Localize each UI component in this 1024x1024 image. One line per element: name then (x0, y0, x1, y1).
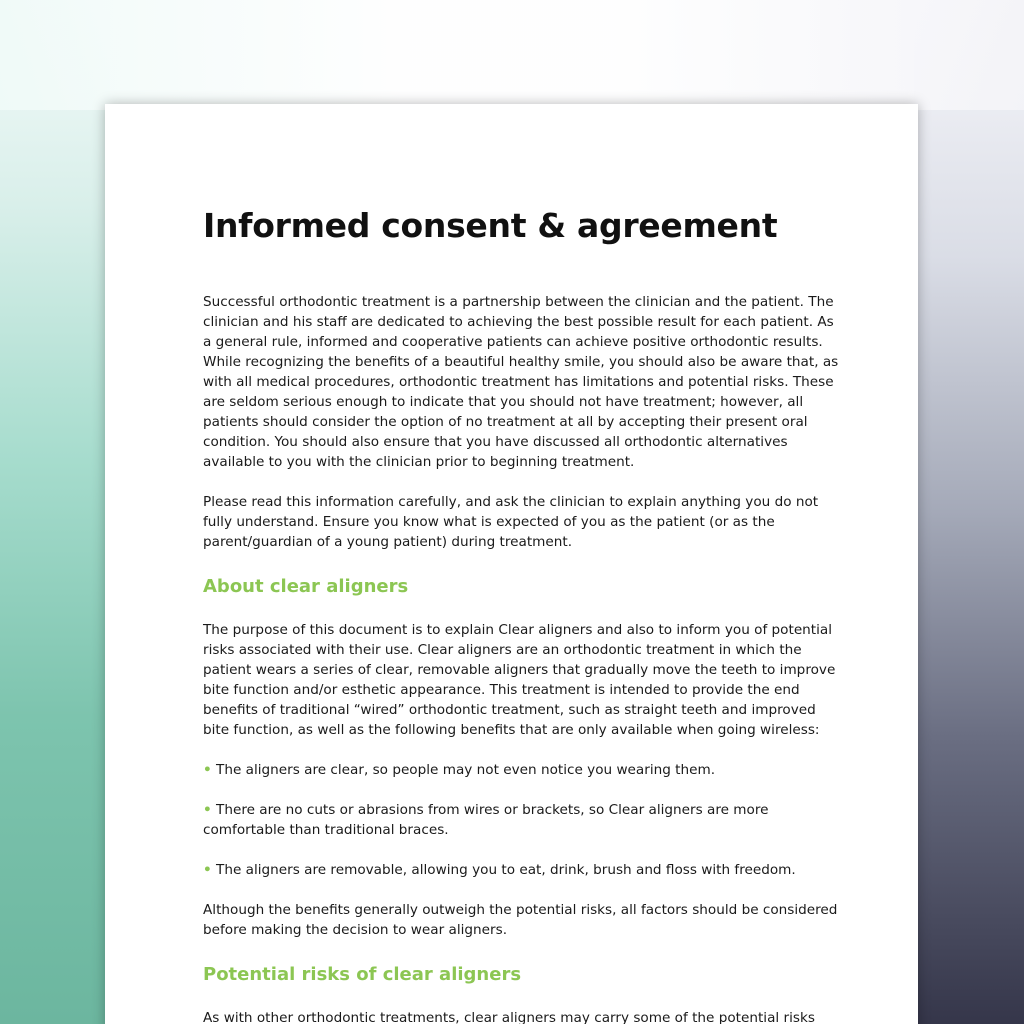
intro-paragraph-2: Please read this information carefully, and ask the clinician to explain anything you do not fully understand. Ensure you know what is expected of you as the patient (or as the parent/guardian of a young patient) during treatment. (203, 494, 819, 550)
background-right-gradient (914, 0, 1024, 1024)
bullet-dot-icon: • (203, 762, 212, 778)
background-left-gradient (0, 0, 110, 1024)
bullet-dot-icon: • (203, 802, 212, 818)
bullet-text: The aligners are removable, allowing you to eat, drink, brush and floss with freedom. (216, 862, 796, 878)
risks-paragraph: As with other orthodontic treatments, clear aligners may carry some of the potential risks (203, 1010, 815, 1024)
section-heading-about: About clear aligners (203, 576, 409, 597)
background-top-gradient (0, 0, 1024, 110)
document-page (105, 104, 918, 1024)
section-heading-risks: Potential risks of clear aligners (203, 964, 522, 985)
bullet-text: The aligners are clear, so people may not even notice you wearing them. (216, 762, 716, 778)
about-paragraph: The purpose of this document is to explain Clear aligners and also to inform you of potential risks associated with their use. Clear aligners are an orthodontic treatment in which the patient wears a series of clear, removable aligners that gradually move the teeth to improve bite function and/or esthetic appearance. This treatment is intended to provide the end benefits of traditional “wired” orthodontic treatment, such as straight teeth and improved bite function, as well as the following benefits that are only available when going wireless: (203, 622, 836, 738)
bullet-item (203, 800, 843, 840)
document-content (203, 204, 843, 1024)
about-closing-paragraph: Although the benefits generally outweigh the potential risks, all factors should be considered before making the decision to wear aligners. (203, 902, 838, 938)
bullet-text: There are no cuts or abrasions from wires or brackets, so Clear aligners are more comfortable than traditional braces. (203, 802, 769, 838)
document-title: Informed consent & agreement (203, 206, 778, 245)
intro-paragraph-1: Successful orthodontic treatment is a partnership between the clinician and the patient. The clinician and his staff are dedicated to achieving the best possible result for each patient. As a general rule, informed and cooperative patients can achieve positive orthodontic results. While recognizing the benefits of a beautiful healthy smile, you should also be aware that, as with all medical procedures, orthodontic treatment has limitations and potential risks. These are seldom serious enough to indicate that you should not have treatment; however, all patients should consider the option of no treatment at all by accepting their present oral condition. You should also ensure that you have discussed all orthodontic alternatives available to you with the clinician prior to beginning treatment. (203, 294, 839, 470)
bullet-item (203, 860, 843, 880)
bullet-item (203, 760, 843, 780)
bullet-dot-icon: • (203, 862, 212, 878)
